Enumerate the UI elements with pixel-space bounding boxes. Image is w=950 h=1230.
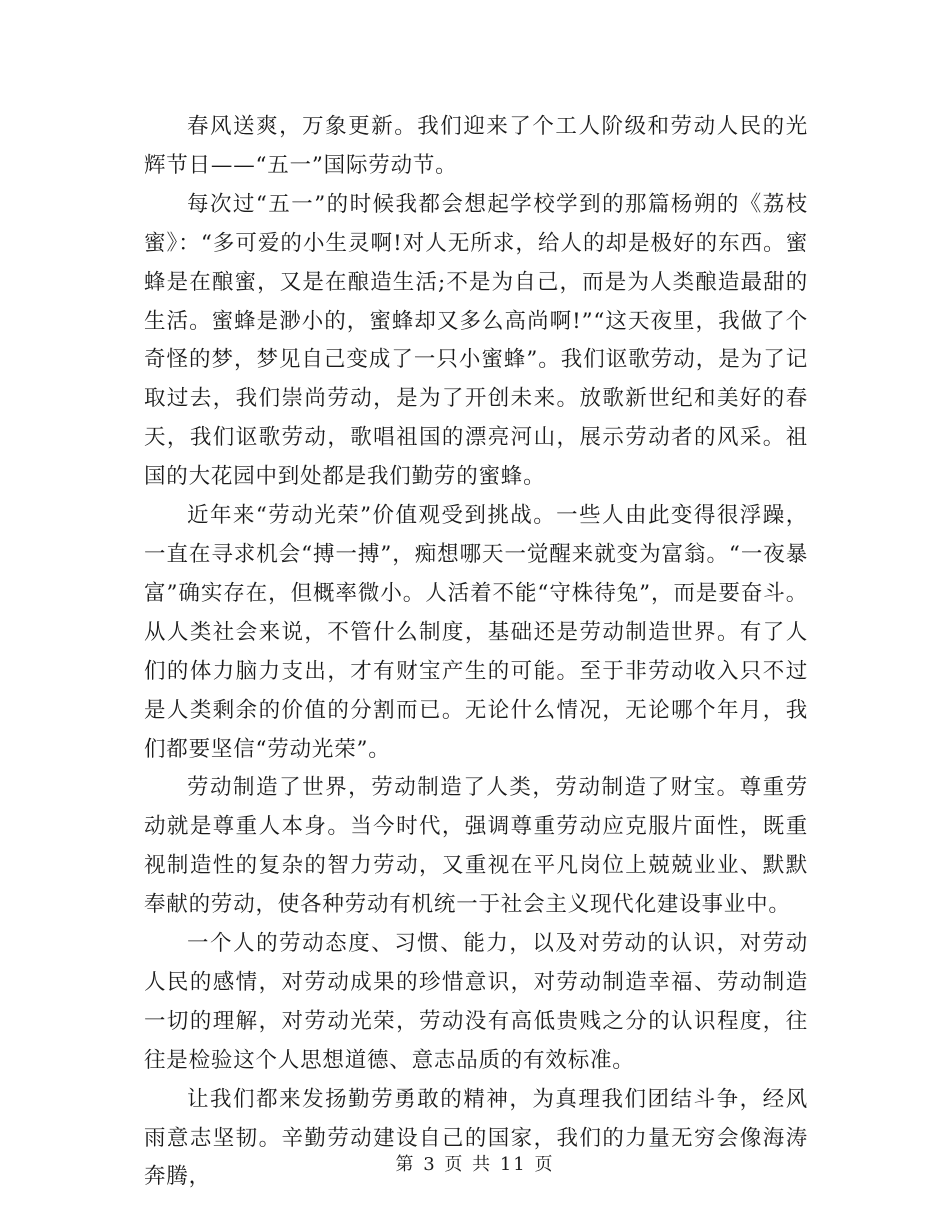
- document-body: [144, 108, 808, 1197]
- paragraph-2: 每次过“五一”的时候我都会想起学校学到的那篇杨朔的《荔枝蜜》：“多可爱的小生灵啊!对人无所求，给人的却是极好的东西。蜜蜂是在酿蜜，又是在酿造生活;不是为自己，而是为人类酿造最甜的生活。蜜蜂是渺小的，蜜蜂却又多么高尚啊!”“这天夜里，我做了个奇怪的梦，梦见自己变成了一只小蜜蜂”。我们讴歌劳动，是为了记取过去，我们崇尚劳动，是为了开创未来。放歌新世纪和美好的春天，我们讴歌劳动，歌唱祖国的漂亮河山，展示劳动者的风采。祖国的大花园中到处都是我们勤劳的蜜蜂。: [144, 191, 808, 490]
- paragraph-5: 一个人的劳动态度、习惯、能力，以及对劳动的认识，对劳动人民的感情，对劳动成果的珍惜意识，对劳动制造幸福、劳动制造一切的理解，对劳动光荣，劳动没有高低贵贱之分的认识程度，往往是检验这个人思想道德、意志品质的有效标准。: [144, 931, 808, 1073]
- paragraph-6: 让我们都来发扬勤劳勇敢的精神，为真理我们团结斗争，经风雨意志坚韧。辛勤劳动建设自己的国家，我们的力量无穷会像海涛奔腾，: [144, 1086, 808, 1190]
- page-number-footer: 第 3 页 共 11 页: [395, 1154, 555, 1175]
- paragraph-1: 春风送爽，万象更新。我们迎来了个工人阶级和劳动人民的光辉节日——“五一”国际劳动节。: [144, 114, 808, 178]
- paragraph-3: 近年来“劳动光荣”价值观受到挑战。一些人由此变得很浮躁，一直在寻求机会“搏一搏”，痴想哪天一觉醒来就变为富翁。“一夜暴富”确实存在，但概率微小。人活着不能“守株待兔”，而是要奋斗。从人类社会来说，不管什么制度，基础还是劳动制造世界。有了人们的体力脑力支出，才有财宝产生的可能。至于非劳动收入只不过是人类剩余的价值的分割而已。无论什么情况，无论哪个年月，我们都要坚信“劳动光荣”。: [144, 503, 808, 762]
- paragraph-4: 劳动制造了世界，劳动制造了人类，劳动制造了财宝。尊重劳动就是尊重人本身。当今时代，强调尊重劳动应克服片面性，既重视制造性的复杂的智力劳动，又重视在平凡岗位上兢兢业业、默默奉献的劳动，使各种劳动有机统一于社会主义现代化建设事业中。: [144, 775, 808, 918]
